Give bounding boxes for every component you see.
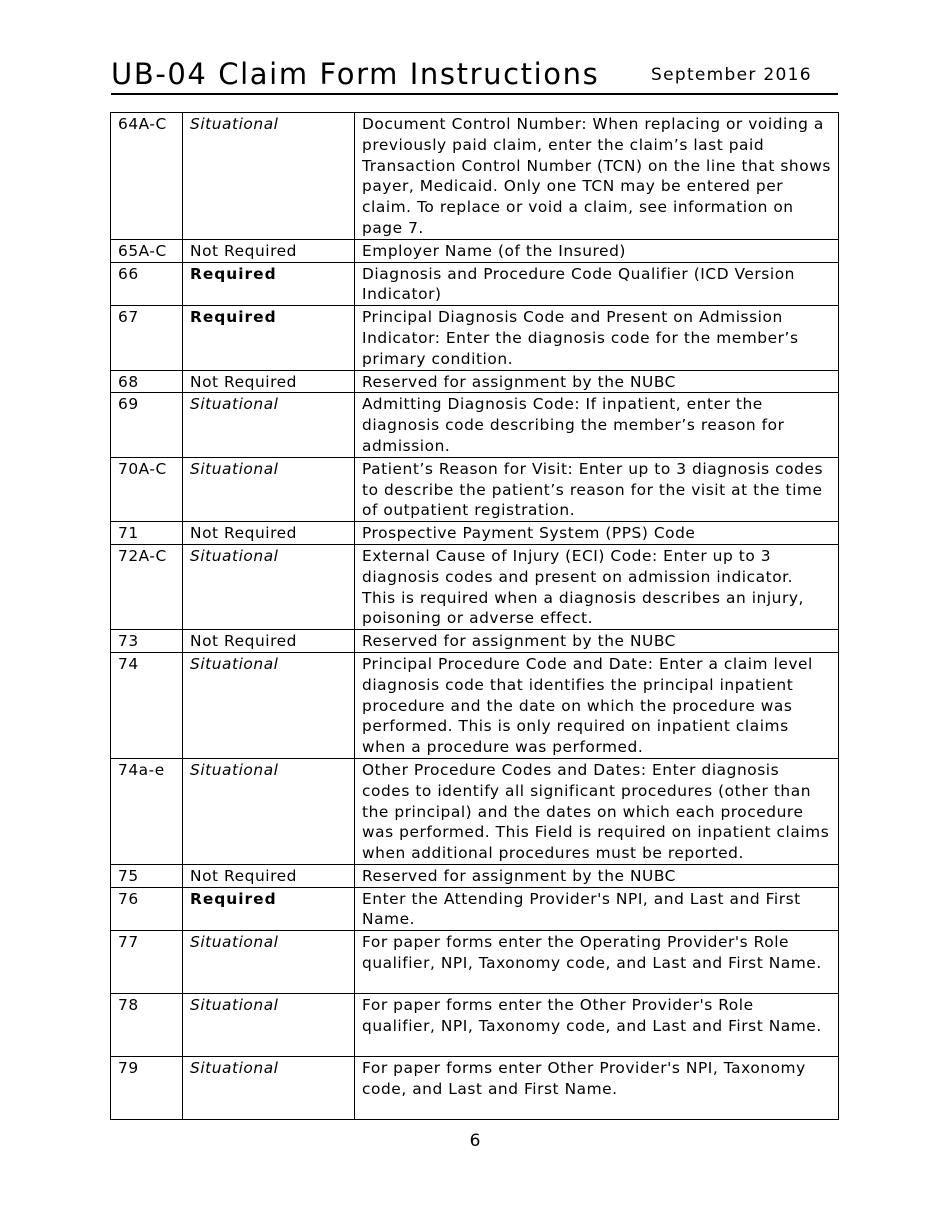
- field-description: External Cause of Injury (ECI) Code: Enter up to 3 diagnosis codes and present on admission indicator. This is required when a diagnosis describes an injury, poisoning or adverse effect.: [355, 544, 839, 629]
- field-description: Other Procedure Codes and Dates: Enter diagnosis codes to identify all significant procedures (other than the principal) and the dates on which each procedure was performed. This Field is required on inpatient claims when additional procedures must be reported.: [355, 758, 839, 864]
- field-description: For paper forms enter the Operating Provider's Role qualifier, NPI, Taxonomy code, and Last and First Name.: [355, 931, 839, 994]
- table-row: [111, 544, 839, 629]
- field-description: Document Control Number: When replacing or voiding a previously paid claim, enter the claim’s last paid Transaction Control Number (TCN) on the line that shows payer, Medicaid. Only one TCN may be entered per claim. To replace or void a claim, see information on page 7.: [355, 113, 839, 240]
- table-row: [111, 652, 839, 758]
- field-number: 67: [111, 306, 183, 370]
- table-row: [111, 370, 839, 393]
- field-number: 77: [111, 931, 183, 994]
- header-rule: [111, 93, 838, 95]
- field-number: 73: [111, 630, 183, 653]
- field-description: Enter the Attending Provider's NPI, and Last and First Name.: [355, 887, 839, 931]
- field-description: Diagnosis and Procedure Code Qualifier (ICD Version Indicator): [355, 262, 839, 306]
- field-number: 69: [111, 393, 183, 457]
- field-description: Principal Diagnosis Code and Present on Admission Indicator: Enter the diagnosis code for the member’s primary condition.: [355, 306, 839, 370]
- table-row: [111, 239, 839, 262]
- requirement-status: Not Required: [183, 522, 355, 545]
- requirement-status: Not Required: [183, 630, 355, 653]
- table-row: [111, 393, 839, 457]
- field-number: 71: [111, 522, 183, 545]
- table-row: [111, 306, 839, 370]
- page-number: 6: [469, 1131, 481, 1151]
- requirement-status: Situational: [183, 931, 355, 994]
- field-description: Reserved for assignment by the NUBC: [355, 370, 839, 393]
- field-description: For paper forms enter the Other Provider's Role qualifier, NPI, Taxonomy code, and Last and First Name.: [355, 994, 839, 1057]
- table-row: [111, 994, 839, 1057]
- field-number: 74a-e: [111, 758, 183, 864]
- requirement-status: Required: [183, 887, 355, 931]
- field-description: Prospective Payment System (PPS) Code: [355, 522, 839, 545]
- requirement-status: Situational: [183, 652, 355, 758]
- requirement-status: Required: [183, 262, 355, 306]
- field-description: Reserved for assignment by the NUBC: [355, 630, 839, 653]
- field-number: 78: [111, 994, 183, 1057]
- table-row: [111, 1057, 839, 1120]
- table-row: [111, 864, 839, 887]
- field-number: 79: [111, 1057, 183, 1120]
- requirement-status: Situational: [183, 393, 355, 457]
- field-number: 72A-C: [111, 544, 183, 629]
- requirement-status: Situational: [183, 1057, 355, 1120]
- field-number: 75: [111, 864, 183, 887]
- field-description: Reserved for assignment by the NUBC: [355, 864, 839, 887]
- field-description: Employer Name (of the Insured): [355, 239, 839, 262]
- field-description: Principal Procedure Code and Date: Enter a claim level diagnosis code that identifies the principal inpatient procedure and the date on which the procedure was performed. This is only required on inpatient claims when a procedure was performed.: [355, 652, 839, 758]
- field-description: For paper forms enter Other Provider's NPI, Taxonomy code, and Last and First Name.: [355, 1057, 839, 1120]
- requirement-status: Situational: [183, 457, 355, 521]
- field-number: 66: [111, 262, 183, 306]
- table-row: [111, 113, 839, 240]
- table-row: [111, 630, 839, 653]
- document-date: September 2016: [651, 65, 812, 85]
- requirement-status: Not Required: [183, 370, 355, 393]
- page-header: [111, 56, 837, 96]
- requirement-status: Required: [183, 306, 355, 370]
- field-number: 65A-C: [111, 239, 183, 262]
- document-title: UB-04 Claim Form Instructions: [111, 57, 600, 91]
- field-instructions-table: [110, 112, 839, 1120]
- table-row: [111, 262, 839, 306]
- field-number: 76: [111, 887, 183, 931]
- field-number: 74: [111, 652, 183, 758]
- field-description: Patient’s Reason for Visit: Enter up to 3 diagnosis codes to describe the patient’s reason for the visit at the time of outpatient registration.: [355, 457, 839, 521]
- table-row: [111, 931, 839, 994]
- requirement-status: Not Required: [183, 864, 355, 887]
- requirement-status: Situational: [183, 544, 355, 629]
- requirement-status: Situational: [183, 113, 355, 240]
- table-row: [111, 758, 839, 864]
- table-row: [111, 457, 839, 521]
- field-number: 64A-C: [111, 113, 183, 240]
- requirement-status: Situational: [183, 994, 355, 1057]
- field-number: 70A-C: [111, 457, 183, 521]
- table-row: [111, 887, 839, 931]
- table-row: [111, 522, 839, 545]
- requirement-status: Not Required: [183, 239, 355, 262]
- field-number: 68: [111, 370, 183, 393]
- field-description: Admitting Diagnosis Code: If inpatient, enter the diagnosis code describing the member’s reason for admission.: [355, 393, 839, 457]
- requirement-status: Situational: [183, 758, 355, 864]
